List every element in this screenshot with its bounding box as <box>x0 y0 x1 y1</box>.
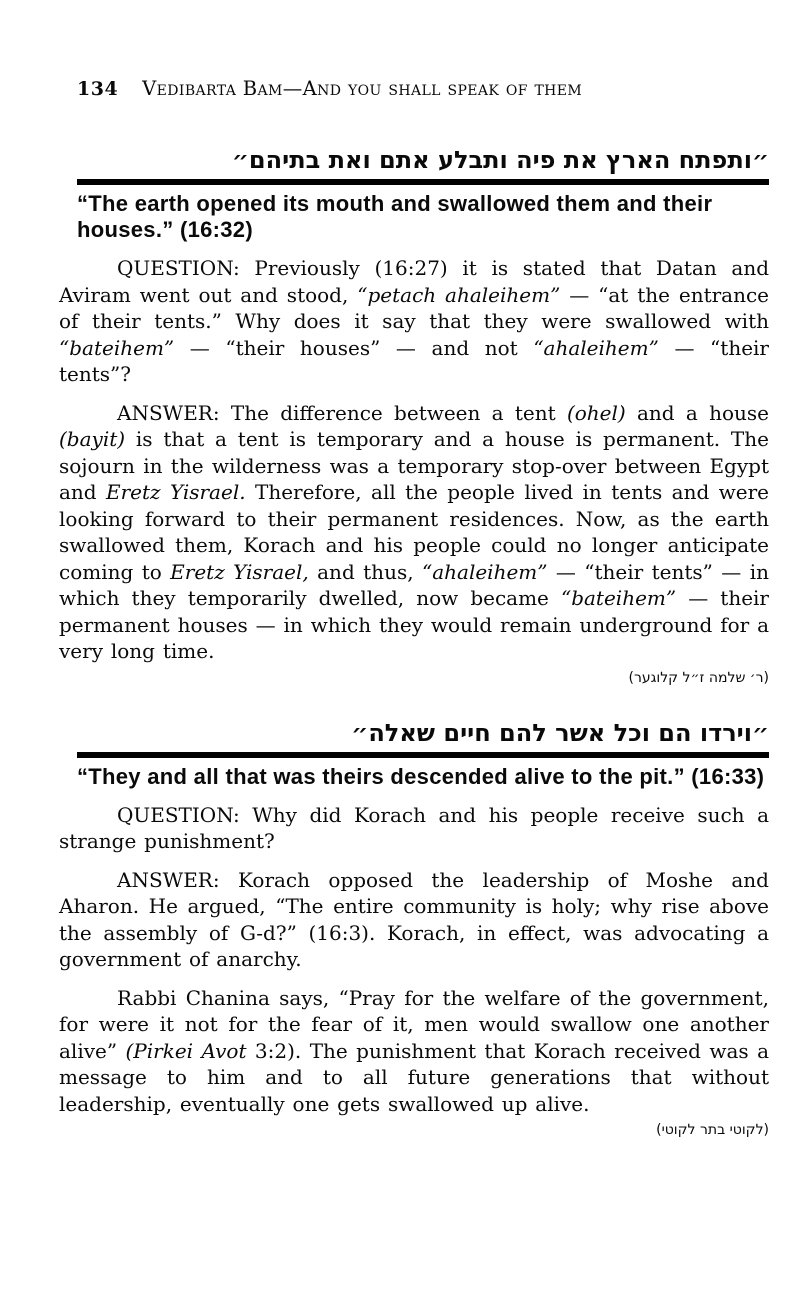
hebrew-verse-heading: ״ותפתח הארץ את פיה ותבלע אתם ואת בתיהם״ <box>231 146 769 174</box>
answer-paragraph: ANSWER: Korach opposed the leadership of Moshe and Aharon. He argued, “The entire community is holy; why rise above the assembly of G-d?” (16:3). Korach, in effect, was advocating a government of anarchy. <box>59 867 769 971</box>
english-verse-heading: “The earth opened its mouth and swallowed them and their houses.” (16:32) <box>77 191 713 242</box>
running-header <box>77 78 769 101</box>
source-attribution: (לקוטי בתר לקוטי) <box>656 1122 769 1138</box>
book-title: Vedibarta Bam—And you shall speak of them <box>142 77 583 100</box>
answer-continued-paragraph: Rabbi Chanina says, “Pray for the welfare of the government, for were it not for the fear of it, men would swallow one another alive” (Pirkei Avot 3:2). The punishment that Korach received was a message to him and to all future generations that without leadership, eventually one gets swallowed up alive. <box>59 985 769 1116</box>
heading-rule <box>77 752 769 758</box>
section-heading-block <box>77 718 769 790</box>
english-verse-heading: “They and all that was theirs descended alive to the pit.” (16:33) <box>77 763 765 789</box>
heading-rule <box>77 179 769 185</box>
section-earth-opened <box>59 145 769 688</box>
hebrew-verse-heading: ״וירדו הם וכל אשר להם חיים שאלה״ <box>351 718 769 747</box>
page-number: 134 <box>77 78 119 100</box>
source-attribution: (ר׳ שלמה ז״ל קלוגער) <box>628 669 769 686</box>
section-descended-alive <box>59 718 769 1141</box>
question-paragraph: QUESTION: Previously (16:27) it is stated that Datan and Aviram went out and stood, “petach ahaleihem” — “at the entrance of their tents.” Why does it say that they were swallowed with “bateihem” — “their houses” — and not “ahaleihem” — “their tents”? <box>59 256 770 386</box>
section-heading-block <box>77 145 769 243</box>
question-paragraph: QUESTION: Why did Korach and his people receive such a strange punishment? <box>59 802 769 853</box>
answer-paragraph: ANSWER: The difference between a tent (ohel) and a house (bayit) is that a tent is temporary and a house is permanent. The sojourn in the wilderness was a temporary stop-over between Egypt and Eretz Yisrael. Therefore, all the people lived in tents and were looking forward to their permanent residences. Now, as the earth swallowed them, Korach and his people could no longer anticipate coming to Eretz Yisrael, and thus, “ahaleihem” — “their tents” — in which they temporarily dwelled, now became “bateihem” — their permanent houses — in which they would remain underground for a very long time. <box>59 400 770 663</box>
